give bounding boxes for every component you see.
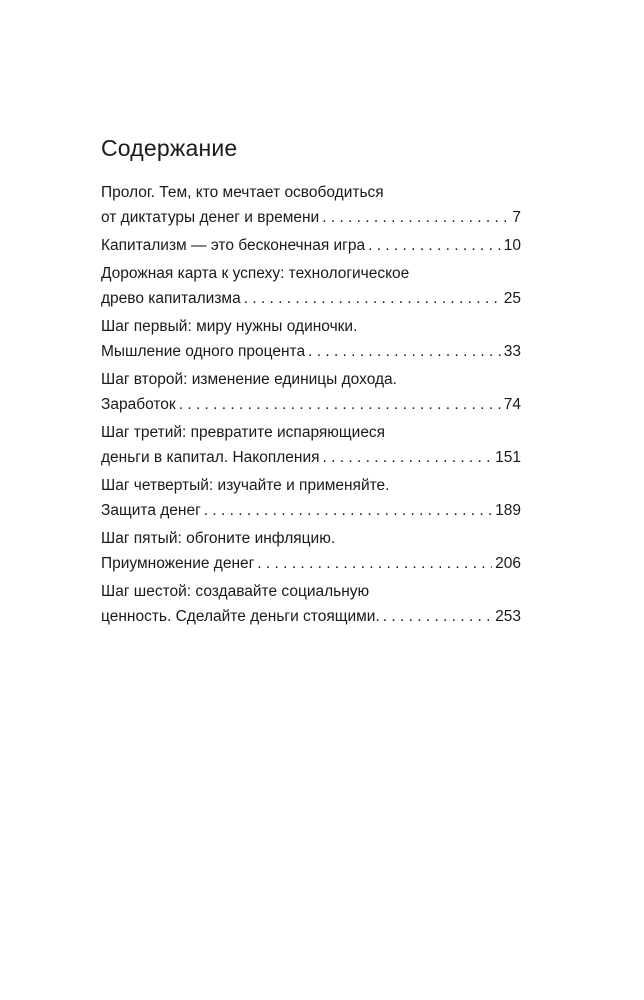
toc-entry-title-line: Шаг шестой: создавайте социальную: [101, 583, 370, 600]
toc-entry-final-line: [101, 551, 521, 576]
toc-entry-final-line: [101, 339, 521, 364]
toc-entry-final-line: [101, 286, 521, 311]
dot-leader: [244, 286, 501, 311]
toc-entry-step-six: [101, 579, 521, 629]
toc-entry-title-end: Заработок: [101, 396, 176, 413]
toc-page-number: 7: [512, 209, 521, 226]
toc-entry-prologue: [101, 180, 521, 230]
toc-entry-title-end: древо капитализма: [101, 290, 241, 307]
toc-page-number: 33: [503, 343, 521, 360]
toc-entry-title-end: деньги в капитал. Накопления: [101, 449, 320, 466]
toc-page-number: 189: [495, 502, 521, 519]
toc-entry-title-end: от диктатуры денег и времени: [101, 209, 320, 226]
toc-entry-step-two: [101, 367, 521, 417]
toc-entry-final-line: [101, 233, 521, 258]
toc-entry-title-line: Шаг первый: миру нужны одиночки.: [101, 318, 358, 335]
toc-entry-title-line: Дорожная карта к успеху: технологическое: [101, 265, 410, 282]
toc-page-number: 74: [503, 396, 521, 413]
toc-entry-final-line: [101, 445, 521, 470]
toc-entry-final-line: [101, 205, 521, 230]
dot-leader: [204, 498, 492, 523]
toc-entry-roadmap: [101, 261, 521, 311]
toc-entry-capitalism-game: [101, 233, 521, 258]
toc-page-number: 25: [503, 290, 521, 307]
toc-entry-title-end: Защита денег: [101, 502, 201, 519]
toc-entry-title-line: Шаг второй: изменение единицы дохода.: [101, 371, 397, 388]
toc-entry-step-one: [101, 314, 521, 364]
toc-entry-title-line: Шаг пятый: обгоните инфляцию.: [101, 530, 336, 547]
dot-leader: [323, 445, 493, 470]
toc-entry-final-line: [101, 392, 521, 417]
dot-leader: [322, 205, 509, 230]
dot-leader: [308, 339, 501, 364]
toc-entry-step-five: [101, 526, 521, 576]
dot-leader: [368, 233, 501, 258]
toc-page-number: 253: [495, 608, 521, 625]
toc-entry-step-three: [101, 420, 521, 470]
toc-page-number: 206: [495, 555, 521, 572]
toc-entry-title-line: Шаг четвертый: изучайте и применяйте.: [101, 477, 390, 494]
toc-entry-title-end: ценность. Сделайте деньги стоящими.: [101, 608, 380, 625]
toc-page-number: 151: [495, 449, 521, 466]
toc-entry-final-line: [101, 498, 521, 523]
toc-entry-step-four: [101, 473, 521, 523]
dot-leader: [257, 551, 492, 576]
toc-entry-final-line: [101, 604, 521, 629]
toc-entry-title-line: Шаг третий: превратите испаряющиеся: [101, 424, 386, 441]
toc-page-number: 10: [503, 237, 521, 254]
toc-entry-title-line: Пролог. Тем, кто мечтает освободиться: [101, 184, 384, 201]
toc-entry-title-end: Мышление одного процента: [101, 343, 306, 360]
dot-leader: [179, 392, 501, 417]
dot-leader: [383, 604, 492, 629]
toc-entry-title-end: Приумножение денег: [101, 555, 255, 572]
contents-title: Содержание: [101, 135, 238, 162]
toc-entry-title-end: Капитализм — это бесконечная игра: [101, 237, 366, 254]
table-of-contents: [101, 180, 521, 632]
